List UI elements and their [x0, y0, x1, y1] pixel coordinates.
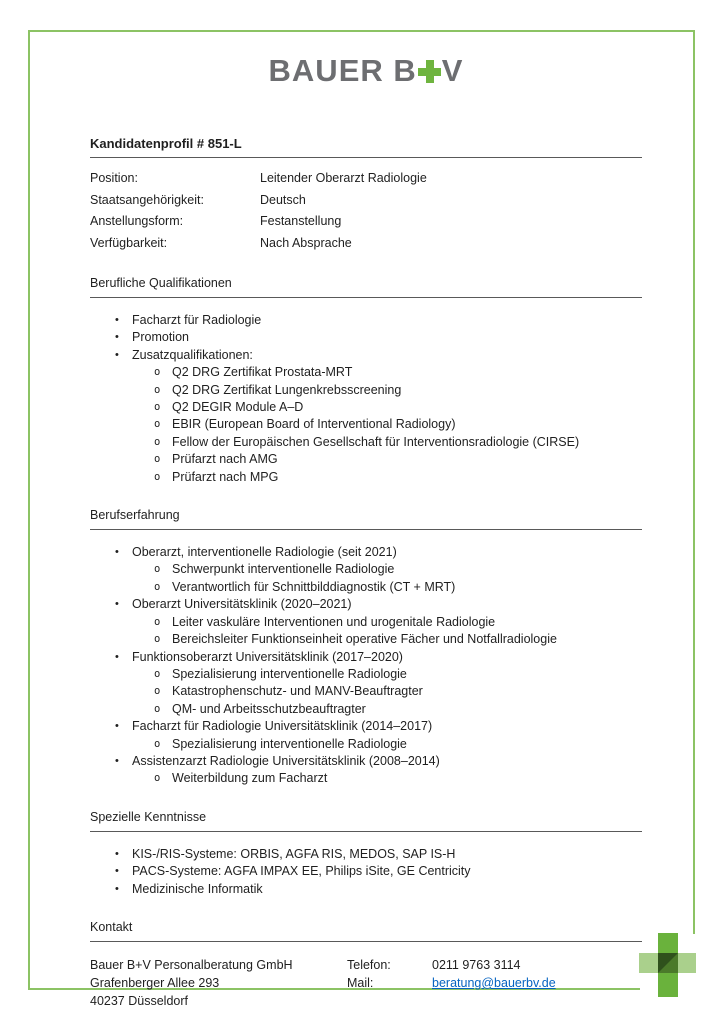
list-item [90, 863, 642, 880]
mail-link[interactable]: beratung@bauerbv.de [432, 975, 556, 990]
profile-value: Nach Absprache [260, 235, 352, 250]
sub-list-item-text: Spezialisierung interventionelle Radiologie [172, 666, 407, 681]
page-content [30, 53, 693, 1010]
sub-list-item-text: Weiterbildung zum Facharzt [172, 771, 328, 786]
bullet-disc-icon: • [115, 650, 119, 663]
bullet-disc-icon: • [115, 847, 119, 860]
profile-table [90, 168, 642, 254]
section-list [90, 846, 642, 898]
profile-value: Festanstellung [260, 214, 342, 228]
logo-text-right: V [441, 53, 464, 88]
sub-list-item [90, 666, 642, 683]
bullet-disc-icon: • [115, 882, 119, 895]
bullet-circle-icon: o [154, 615, 161, 628]
bullet-disc-icon: • [115, 331, 119, 344]
section-heading: Spezielle Kenntnisse [90, 809, 642, 832]
list-item [90, 881, 642, 898]
profile-value: Leitender Oberarzt Radiologie [260, 171, 427, 185]
profile-label: Staatsangehörigkeit: [90, 192, 204, 207]
list-item [90, 718, 642, 735]
bullet-disc-icon: • [115, 720, 119, 733]
list-item-text: KIS-/RIS-Systeme: ORBIS, AGFA RIS, MEDOS, SAP IS-H [132, 846, 456, 861]
sub-list-item [90, 382, 642, 399]
sub-list-item-text: Bereichsleiter Funktionseinheit operative Fächer und Notfallradiologie [172, 632, 557, 647]
sub-list-item [90, 701, 642, 718]
company-address [90, 956, 347, 1010]
bullet-disc-icon: • [115, 865, 119, 878]
phone-value: 0211 9763 3114 [432, 957, 521, 972]
sub-list-item [90, 434, 642, 451]
bullet-circle-icon: o [154, 702, 161, 715]
document-page [28, 30, 695, 1008]
section-list [90, 544, 642, 788]
bullet-disc-icon: • [115, 314, 119, 326]
sub-list-item-text: Spezialisierung interventionelle Radiologie [172, 736, 407, 751]
section-kontakt [90, 919, 642, 1010]
bullet-circle-icon: o [154, 685, 161, 698]
logo-plus-icon [418, 60, 441, 83]
profile-row [90, 211, 642, 233]
bullet-disc-icon: • [115, 348, 119, 361]
list-item [90, 347, 642, 364]
list-item-text: Assistenzarzt Radiologie Universitätsklinik (2008–2014) [132, 753, 440, 768]
sub-list-item-text: Prüfarzt nach AMG [172, 452, 278, 467]
bullet-circle-icon: o [154, 435, 161, 448]
bullet-circle-icon: o [154, 366, 161, 379]
sub-list-item-text: Katastrophenschutz- und MANV-Beauftragter [172, 684, 423, 699]
bullet-circle-icon: o [154, 383, 161, 396]
sub-list-item [90, 561, 642, 578]
list-item [90, 846, 642, 863]
profile-label: Position: [90, 171, 138, 185]
section [90, 507, 642, 788]
sub-list-item [90, 770, 642, 787]
sub-list-item-text: Q2 DRG Zertifikat Prostata-MRT [172, 365, 353, 380]
company-address-line: Bauer B+V Personalberatung GmbH [90, 957, 293, 972]
kontakt-details [347, 956, 642, 1010]
company-address-line: Grafenberger Allee 293 [90, 975, 220, 990]
list-item [90, 753, 642, 770]
list-item-text: PACS-Systeme: AGFA IMPAX EE, Philips iSite, GE Centricity [132, 864, 471, 879]
section-heading: Berufserfahrung [90, 507, 642, 530]
sections [90, 275, 642, 898]
phone-label: Telefon: [347, 957, 391, 972]
sub-list-item [90, 364, 642, 381]
company-logo [90, 53, 642, 89]
profile-label: Verfügbarkeit: [90, 235, 168, 250]
bullet-circle-icon: o [154, 667, 161, 680]
bullet-circle-icon: o [154, 401, 161, 414]
bullet-circle-icon: o [154, 737, 161, 750]
section [90, 275, 642, 486]
list-item [90, 649, 642, 666]
sub-list-item [90, 614, 642, 631]
list-item-text: Zusatzqualifikationen: [132, 347, 253, 362]
bullet-circle-icon: o [154, 418, 161, 431]
sub-list-item-text: Leiter vaskuläre Interventionen und urogenitale Radiologie [172, 614, 496, 629]
list-item-text: Oberarzt Universitätsklinik (2020–2021) [132, 597, 352, 612]
mail-label: Mail: [347, 975, 374, 990]
page-title: Kandidatenprofil # 851-L [90, 136, 642, 158]
bullet-circle-icon: o [154, 453, 161, 466]
list-item-text: Promotion [132, 330, 189, 345]
bullet-circle-icon: o [154, 633, 161, 646]
profile-row [90, 190, 642, 212]
sub-list-item-text: Prüfarzt nach MPG [172, 469, 279, 484]
bullet-disc-icon: • [115, 754, 119, 767]
sub-list-item [90, 736, 642, 753]
sub-list-item [90, 399, 642, 416]
section [90, 809, 642, 898]
bullet-disc-icon: • [115, 598, 119, 611]
list-item [90, 544, 642, 561]
sub-list-item-text: Fellow der Europäischen Gesellschaft für Interventionsradiologie (CIRSE) [172, 434, 580, 449]
sub-list-item [90, 579, 642, 596]
section-list [90, 312, 642, 486]
list-item [90, 596, 642, 613]
section-heading-kontakt: Kontakt [90, 919, 642, 942]
profile-label: Anstellungsform: [90, 214, 184, 228]
list-item [90, 329, 642, 346]
logo-text-left: BAUER B [268, 53, 417, 88]
bullet-circle-icon: o [154, 470, 161, 483]
section-heading: Berufliche Qualifikationen [90, 275, 642, 298]
profile-row [90, 233, 642, 255]
sub-list-item [90, 631, 642, 648]
sub-list-item-text: Verantwortlich für Schnittbilddiagnostik (CT + MRT) [172, 579, 456, 594]
mail-row [347, 974, 642, 992]
list-item-text: Funktionsoberarzt Universitätsklinik (2017–2020) [132, 649, 403, 664]
list-item-text: Medizinische Informatik [132, 881, 263, 896]
bullet-circle-icon: o [154, 563, 161, 576]
company-address-line: 40237 Düsseldorf [90, 993, 188, 1008]
corner-cross-icon [639, 933, 696, 997]
list-item [90, 312, 642, 329]
bullet-circle-icon: o [154, 772, 161, 785]
phone-row [347, 956, 642, 974]
sub-list-item-text: EBIR (European Board of Interventional Radiology) [172, 417, 456, 432]
sub-list-item [90, 683, 642, 700]
sub-list-item [90, 451, 642, 468]
sub-list-item-text: Q2 DRG Zertifikat Lungenkrebsscreening [172, 382, 402, 397]
sub-list-item-text: QM- und Arbeitsschutzbeauftragter [172, 701, 366, 716]
list-item-text: Facharzt für Radiologie [132, 313, 262, 327]
bullet-circle-icon: o [154, 580, 161, 593]
sub-list-item [90, 469, 642, 486]
list-item-text: Oberarzt, interventionelle Radiologie (seit 2021) [132, 545, 397, 560]
sub-list-item [90, 416, 642, 433]
list-item-text: Facharzt für Radiologie Universitätsklinik (2014–2017) [132, 719, 433, 734]
profile-value: Deutsch [260, 192, 306, 207]
sub-list-item-text: Q2 DEGIR Module A–D [172, 400, 304, 415]
sub-list-item-text: Schwerpunkt interventionelle Radiologie [172, 562, 395, 577]
bullet-disc-icon: • [115, 546, 119, 559]
profile-row [90, 168, 642, 190]
kontakt-body [90, 956, 642, 1010]
